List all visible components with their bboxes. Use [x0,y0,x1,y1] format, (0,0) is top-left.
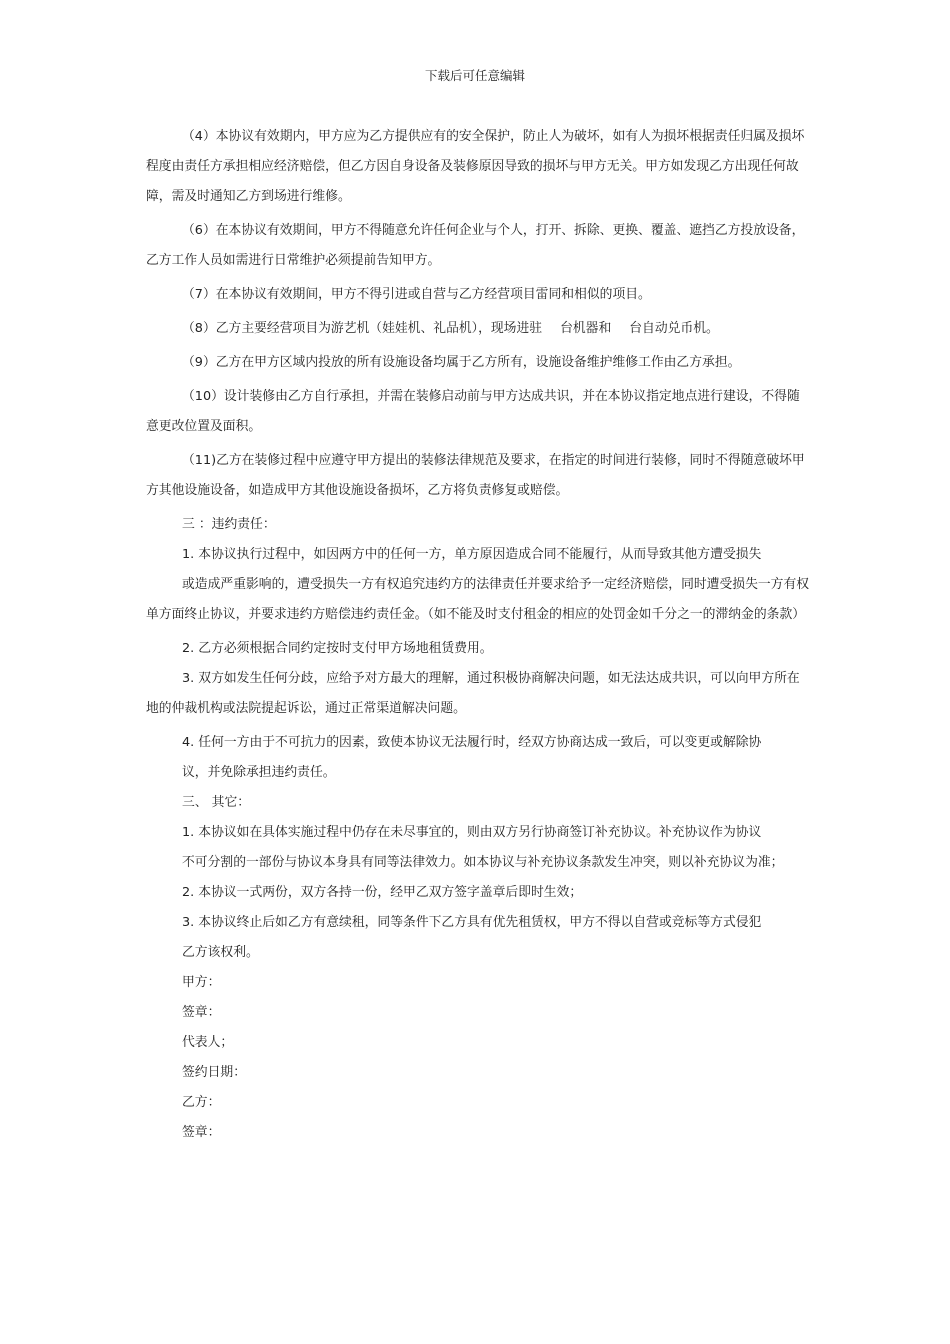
document-body [146,122,812,1148]
clause-11: （11)乙方在装修过程中应遵守甲方提出的装修法律规范及要求，在指定的时间进行装修，同时不得随意破坏甲方其他设施设备，如造成甲方其他设施设备损坏，乙方将负责修复或赔偿。 [146,453,805,498]
breach-item-1-line-1: 1. 本协议执行过程中，如因两方中的任何一方，单方原因造成合同不能履行，从而导致其他方遭受损失 [182,547,762,562]
representative-label: 代表人； [182,1035,234,1050]
other-item-3-line-1: 3. 本协议终止后如乙方有意续租，同等条件下乙方具有优先租赁权，甲方不得以自营或竞标等方式侵犯 [182,915,762,930]
clause-4: （4）本协议有效期内，甲方应为乙方提供应有的安全保护，防止人为破坏，如有人为损坏根据责任归属及损坏程度由责任方承担相应经济赔偿，但乙方因自身设备及装修原因导致的损坏与甲方无关。甲方如发现乙方出现任何故障，需及时通知乙方到场进行维修。 [146,129,805,204]
page-header: 下载后可任意编辑 [424,68,525,83]
party-b-label: 乙方： [182,1095,221,1110]
party-a-seal-label: 签章： [182,1005,221,1020]
clause-8-part-b: 台机器和 [560,321,612,336]
party-a-label: 甲方： [182,975,221,990]
breach-item-4-line-1: 4. 任何一方由于不可抗力的因素，致使本协议无法履行时，经双方协商达成一致后，可以变更或解除协 [182,735,762,750]
breach-item-1-rest: 或造成严重影响的，遭受损失一方有权追究违约方的法律责任并要求给予一定经济赔偿，同时遭受损失一方有权单方面终止协议，并要求违约方赔偿违约责任金。（如不能及时支付租金的相应的处罚金如千分之一的滞纳金的条款） [146,577,810,622]
other-item-1-line-1: 1. 本协议如在具体实施过程中仍存在未尽事宜的，则由双方另行协商签订补充协议。补充协议作为协议 [182,825,762,840]
section-breach-title: 三 ：违约责任： [182,517,276,532]
clause-8-part-a: （8）乙方主要经营项目为游艺机（娃娃机、礼品机），现场进驻 [182,321,543,336]
party-b-seal-label: 签章： [182,1125,221,1140]
breach-item-3: 3. 双方如发生任何分歧，应给予对方最大的理解，通过积极协商解决问题，如无法达成共识，可以向甲方所在地的仲裁机构或法院提起诉讼，通过正常渠道解决问题。 [146,671,800,716]
other-item-1-line-2: 不可分割的一部份与协议本身具有同等法律效力。如本协议与补充协议条款发生冲突，则以补充协议为准； [182,855,784,870]
clause-8-part-c: 台自动兑币机。 [629,321,719,336]
sign-date-label: 签约日期： [182,1065,246,1080]
breach-item-2: 2. 乙方必须根据合同约定按时支付甲方场地租赁费用。 [182,641,493,656]
breach-item-4-line-2: 议，并免除承担违约责任。 [182,765,336,780]
clause-8 [146,314,812,344]
other-item-2: 2. 本协议一式两份，双方各持一份，经甲乙双方签字盖章后即时生效； [182,885,583,900]
clause-9: （9）乙方在甲方区域内投放的所有设施设备均属于乙方所有，设施设备维护维修工作由乙方承担。 [182,355,741,370]
clause-6: （6）在本协议有效期间，甲方不得随意允许任何企业与个人，打开、拆除、更换、覆盖、遮挡乙方投放设备，乙方工作人员如需进行日常维护必须提前告知甲方。 [146,223,805,268]
clause-10: （10）设计装修由乙方自行承担，并需在装修启动前与甲方达成共识，并在本协议指定地点进行建设，不得随意更改位置及面积。 [146,389,800,434]
section-other-title: 三、 其它： [182,795,251,810]
clause-7: （7）在本协议有效期间，甲方不得引进或自营与乙方经营项目雷同和相似的项目。 [182,287,651,302]
other-item-3-line-2: 乙方该权利。 [182,945,259,960]
